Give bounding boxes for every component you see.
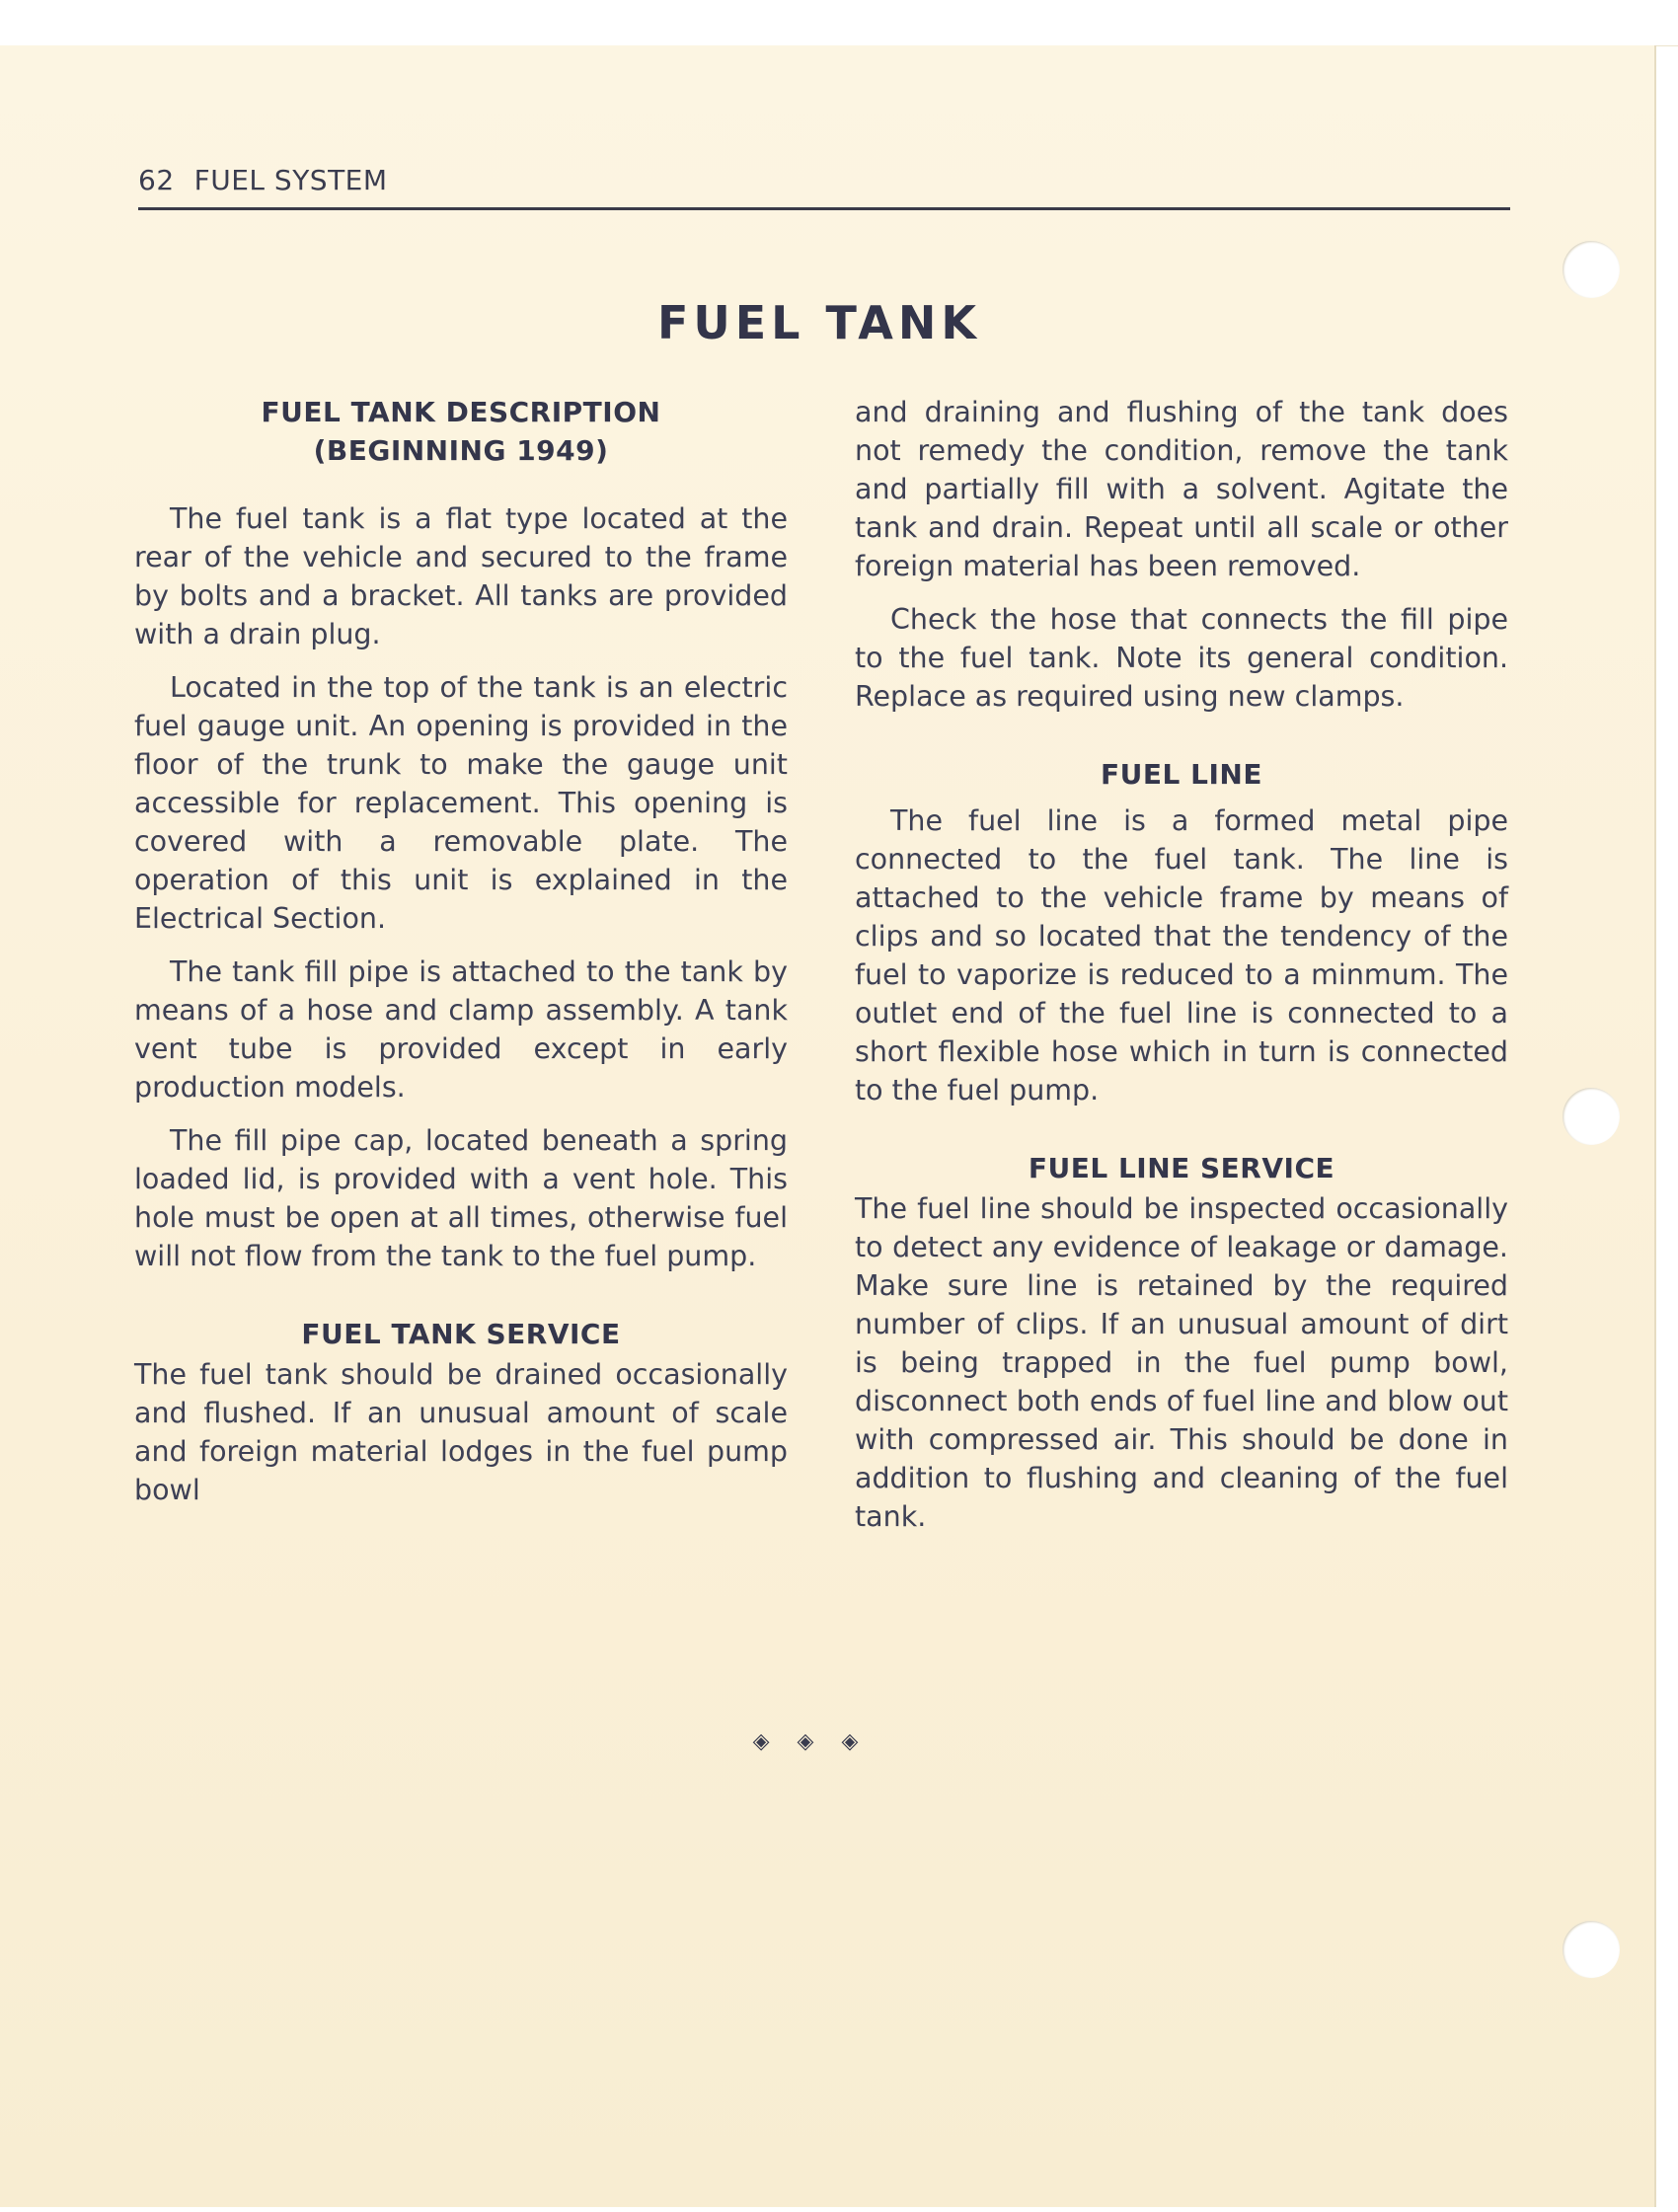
- paragraph-hose-check: Check the hose that connects the fill pipe to the fuel tank. Note its general condition. Replace as required using new clamps.: [855, 603, 1508, 713]
- tank-service-heading: FUEL TANK SERVICE: [301, 1318, 621, 1350]
- page-number: 62: [138, 164, 175, 196]
- binder-hole-middle: [1563, 1088, 1620, 1145]
- right-column: [855, 393, 1508, 1551]
- scan-top-margin: [0, 0, 1678, 46]
- section-name: FUEL SYSTEM: [193, 164, 388, 196]
- paragraph-fuel-line-service: The fuel line should be inspected occasionally to detect any evidence of leakage or damage. Make sure line is retained by the required number of clips. If an unusual amount of dirt is being trapped in the fuel pump bowl, disconnect both ends of fuel line and blow out with compressed air. This should be done in addition to flushing and cleaning of the fuel tank.: [855, 1192, 1508, 1533]
- end-of-section-ornament: ◈◈◈: [752, 1729, 886, 1754]
- binder-hole-top: [1563, 241, 1620, 298]
- binder-hole-bottom: [1563, 1921, 1620, 1978]
- fuel-line-heading: FUEL LINE: [1101, 758, 1262, 791]
- description-heading-line1: FUEL TANK DESCRIPTION: [261, 396, 661, 428]
- description-heading: [134, 393, 788, 470]
- paragraph-gauge-unit: Located in the top of the tank is an electric fuel gauge unit. An opening is provided in the floor of the trunk to make the gauge unit accessible for replacement. This opening is covered with a removable plate. The operation of this unit is explained in the Electrical Section.: [134, 671, 788, 935]
- left-column: [134, 393, 788, 1524]
- paragraph-fill-pipe: The tank fill pipe is attached to the tank by means of a hose and clamp assembly. A tank vent tube is provided except in early production models.: [134, 955, 788, 1104]
- paragraph-fuel-line: The fuel line is a formed metal pipe connected to the fuel tank. The line is attached to the vehicle frame by means of clips and so located that the tendency of the fuel to vaporize is reduced to a minmum. The outlet end of the fuel line is connected to a short flexible hose which in turn is connected to the fuel pump.: [855, 804, 1508, 1106]
- page-title: FUEL TANK: [656, 296, 982, 349]
- paragraph-tank-type: The fuel tank is a flat type located at the rear of the vehicle and secured to the frame by bolts and a bracket. All tanks are provided with a drain plug.: [134, 502, 788, 650]
- paragraph-tank-service: The fuel tank should be drained occasionally and flushed. If an unusual amount of scale and foreign material lodges in the fuel pump bowl: [134, 1358, 788, 1506]
- paragraph-fill-cap: The fill pipe cap, located beneath a spring loaded lid, is provided with a vent hole. This hole must be open at all times, otherwise fuel will not flow from the tank to the fuel pump.: [134, 1124, 788, 1272]
- description-heading-line2: (BEGINNING 1949): [313, 434, 609, 467]
- paragraph-tank-service-continued: and draining and flushing of the tank does not remedy the condition, remove the tank and partially fill with a solvent. Agitate the tank and drain. Repeat until all scale or other foreign material has been removed.: [855, 396, 1508, 582]
- page-header: [138, 164, 1510, 210]
- fuel-line-service-heading: FUEL LINE SERVICE: [1028, 1152, 1335, 1184]
